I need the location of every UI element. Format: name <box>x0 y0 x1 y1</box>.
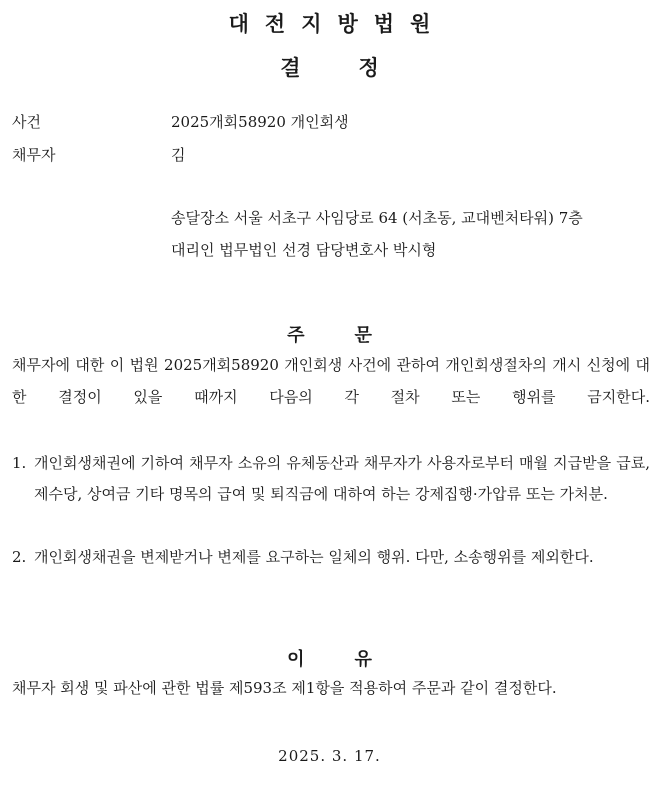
order-item-2 <box>12 542 650 573</box>
order-item-1-number: 1. <box>12 454 27 472</box>
court-name: 대전지방법원 <box>228 12 447 36</box>
reason-text: 채무자 회생 및 파산에 관한 법률 제593조 제1항을 적용하여 주문과 같이 결정한다. <box>12 679 557 697</box>
order-item-2-number: 2. <box>12 548 27 566</box>
reason-heading: 이유 <box>287 649 422 670</box>
decision-date: 2025. 3. 17. <box>278 747 381 765</box>
order-item-1 <box>12 448 650 510</box>
case-label: 사건 <box>12 113 41 131</box>
representative: 대리인 법무법인 선경 담당변호사 박시형 <box>171 241 437 259</box>
debtor-value: 김 <box>171 146 186 164</box>
service-address: 송달장소 서울 서초구 사임당로 64 (서초동, 교대벤처타워) 7층 <box>171 209 583 227</box>
document-title: 결정 <box>280 56 437 80</box>
debtor-label: 채무자 <box>12 146 56 164</box>
order-item-1-text: 개인회생채권에 기하여 채무자 소유의 유체동산과 채무자가 사용자로부터 매월 지급받을 급료, 제수당, 상여금 기타 명목의 급여 및 퇴직금에 대하여 하는 강제집행·가압류 또는 가처분. <box>34 454 650 503</box>
order-heading: 주문 <box>287 325 422 346</box>
order-item-2-text: 개인회생채권을 변제받거나 변제를 요구하는 일체의 행위. 다만, 소송행위를 제외한다. <box>34 548 594 566</box>
case-value: 2025개회58920 개인회생 <box>171 113 349 131</box>
order-intro: 채무자에 대한 이 법원 2025개회58920 개인회생 사건에 관하여 개인회생절차의 개시 신청에 대한 결정이 있을 때까지 다음의 각 절차 또는 행위를 금지한다. <box>12 356 650 406</box>
